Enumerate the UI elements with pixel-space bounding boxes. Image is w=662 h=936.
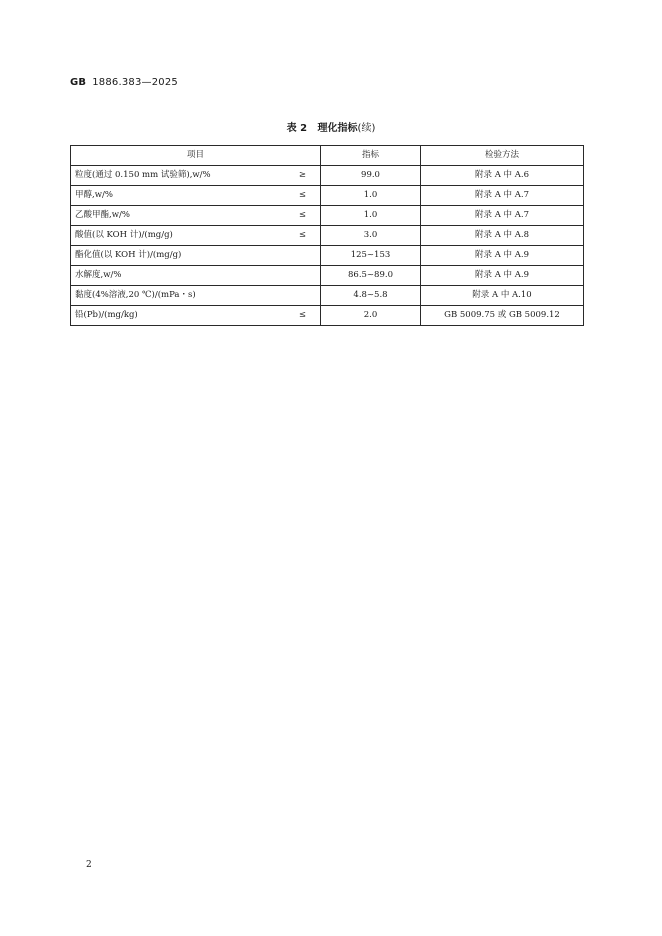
table-row <box>71 306 584 326</box>
row-item-label: 黏度(4%溶液,20 ℃)/(mPa・s) <box>75 290 196 300</box>
row-item-cell <box>71 166 321 186</box>
comparison-symbol: ≥ <box>298 170 306 180</box>
row-item-cell <box>71 206 321 226</box>
row-indicator-value: 4.8~5.8 <box>321 286 421 306</box>
table-caption-continued: (续) <box>357 123 376 134</box>
table-row <box>71 226 584 246</box>
table-row <box>71 166 584 186</box>
column-header-method: 检验方法 <box>421 146 584 166</box>
row-item-label: 酯化值(以 KOH 计)/(mg/g) <box>75 250 182 260</box>
standard-number: 1886.383—2025 <box>92 77 178 88</box>
table-row <box>71 186 584 206</box>
row-indicator-value: 1.0 <box>321 186 421 206</box>
table-row <box>71 246 584 266</box>
row-item-label: 甲醇,w/% <box>75 190 113 200</box>
row-item-label: 粒度(通过 0.150 mm 试验筛),w/% <box>75 170 211 180</box>
column-header-item: 项目 <box>71 146 321 166</box>
row-test-method: 附录 A 中 A.10 <box>421 286 584 306</box>
row-item-cell <box>71 246 321 266</box>
specification-table <box>70 145 584 326</box>
comparison-symbol: ≤ <box>298 310 306 320</box>
row-test-method: 附录 A 中 A.7 <box>421 206 584 226</box>
comparison-symbol: ≤ <box>298 210 306 220</box>
column-header-indicator: 指标 <box>321 146 421 166</box>
row-item-cell <box>71 186 321 206</box>
row-test-method: 附录 A 中 A.8 <box>421 226 584 246</box>
row-item-cell <box>71 226 321 246</box>
row-test-method: 附录 A 中 A.7 <box>421 186 584 206</box>
table-row <box>71 266 584 286</box>
row-indicator-value: 2.0 <box>321 306 421 326</box>
row-indicator-value: 99.0 <box>321 166 421 186</box>
table-caption <box>0 119 662 134</box>
page-number: 2 <box>86 860 92 870</box>
document-header <box>70 77 178 88</box>
table-header-row <box>71 146 584 166</box>
comparison-symbol: ≤ <box>298 230 306 240</box>
table-caption-title: 理化指标 <box>317 123 358 134</box>
row-item-label: 水解度,w/% <box>75 270 122 280</box>
row-item-label: 铅(Pb)/(mg/kg) <box>75 310 138 320</box>
row-indicator-value: 1.0 <box>321 206 421 226</box>
row-test-method: GB 5009.75 或 GB 5009.12 <box>421 306 584 326</box>
table-row <box>71 286 584 306</box>
row-item-label: 酸值(以 KOH 计)/(mg/g) <box>75 230 173 240</box>
standard-prefix: GB <box>70 77 87 88</box>
row-indicator-value: 86.5~89.0 <box>321 266 421 286</box>
row-indicator-value: 125~153 <box>321 246 421 266</box>
table-row <box>71 206 584 226</box>
row-indicator-value: 3.0 <box>321 226 421 246</box>
row-test-method: 附录 A 中 A.9 <box>421 266 584 286</box>
row-test-method: 附录 A 中 A.6 <box>421 166 584 186</box>
row-test-method: 附录 A 中 A.9 <box>421 246 584 266</box>
row-item-cell <box>71 306 321 326</box>
row-item-cell <box>71 266 321 286</box>
row-item-cell <box>71 286 321 306</box>
table-caption-label: 表 2 <box>286 123 308 134</box>
comparison-symbol: ≤ <box>298 190 306 200</box>
row-item-label: 乙酸甲酯,w/% <box>75 210 130 220</box>
